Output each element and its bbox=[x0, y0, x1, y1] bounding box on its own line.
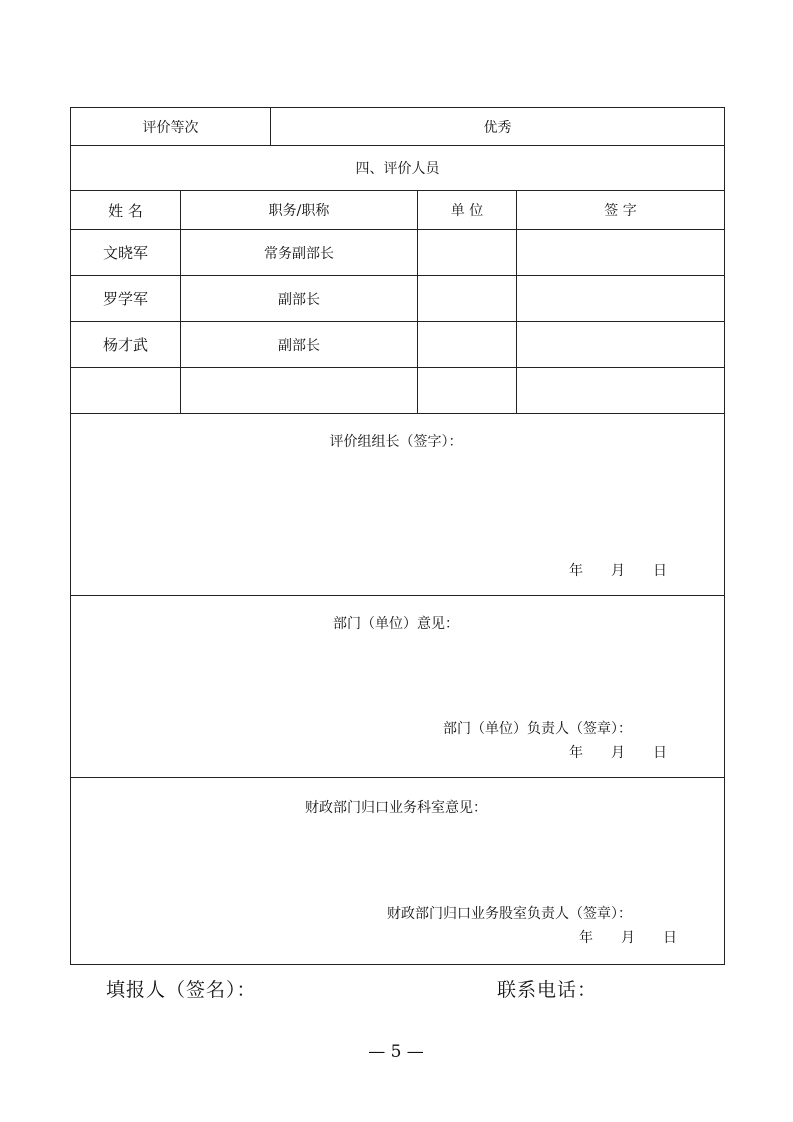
evaluator-signature[interactable] bbox=[517, 276, 725, 322]
col-header-signature: 签 字 bbox=[517, 191, 725, 230]
date-month: 月 bbox=[621, 930, 635, 946]
col-header-unit: 单 位 bbox=[418, 191, 517, 230]
evaluator-unit[interactable] bbox=[418, 368, 517, 414]
column-header-row bbox=[71, 191, 725, 230]
grade-row bbox=[71, 108, 725, 146]
phone-label: 联系电话： bbox=[497, 979, 598, 1001]
leader-date bbox=[569, 560, 667, 580]
evaluator-name: 文晓军 bbox=[71, 230, 181, 276]
table-row bbox=[71, 276, 725, 322]
date-day: 日 bbox=[663, 930, 677, 946]
leader-signature-label: 评价组组长（签字）： bbox=[329, 434, 463, 450]
grade-value: 优秀 bbox=[271, 108, 725, 146]
dept-date bbox=[569, 742, 667, 762]
evaluation-form-table bbox=[70, 107, 725, 965]
col-header-name: 姓 名 bbox=[71, 191, 181, 230]
finance-date bbox=[579, 927, 677, 947]
table-row bbox=[71, 368, 725, 414]
filler-signature-label: 填报人（签名）： bbox=[106, 979, 257, 1001]
date-day: 日 bbox=[653, 745, 667, 761]
date-month: 月 bbox=[611, 745, 625, 761]
evaluator-position: 副部长 bbox=[181, 276, 418, 322]
grade-label: 评价等次 bbox=[71, 108, 271, 146]
finance-opinion-label: 财政部门归口业务科室意见： bbox=[305, 800, 487, 816]
evaluator-name: 杨才武 bbox=[71, 322, 181, 368]
dept-opinion-label: 部门（单位）意见： bbox=[333, 616, 459, 632]
section-title: 四、评价人员 bbox=[71, 146, 725, 191]
evaluator-unit[interactable] bbox=[418, 276, 517, 322]
finance-signer-label: 财政部门归口业务股室负责人（签章）： bbox=[387, 906, 632, 922]
evaluator-signature[interactable] bbox=[517, 322, 725, 368]
section-title-row bbox=[71, 146, 725, 191]
dept-signer-label: 部门（单位）负责人（签章）： bbox=[443, 721, 632, 737]
evaluator-position: 副部长 bbox=[181, 322, 418, 368]
date-month: 月 bbox=[611, 563, 625, 579]
date-year: 年 bbox=[569, 745, 583, 761]
table-row bbox=[71, 322, 725, 368]
date-year: 年 bbox=[569, 563, 583, 579]
evaluator-signature[interactable] bbox=[517, 368, 725, 414]
evaluator-name[interactable] bbox=[71, 368, 181, 414]
page-number: — 5 — bbox=[368, 1042, 424, 1062]
evaluator-signature[interactable] bbox=[517, 230, 725, 276]
col-header-position: 职务/职称 bbox=[181, 191, 418, 230]
evaluator-unit[interactable] bbox=[418, 322, 517, 368]
evaluator-position[interactable] bbox=[181, 368, 418, 414]
date-day: 日 bbox=[653, 563, 667, 579]
evaluator-unit[interactable] bbox=[418, 230, 517, 276]
evaluator-name: 罗学军 bbox=[71, 276, 181, 322]
table-row bbox=[71, 230, 725, 276]
evaluator-position: 常务副部长 bbox=[181, 230, 418, 276]
date-year: 年 bbox=[579, 930, 593, 946]
